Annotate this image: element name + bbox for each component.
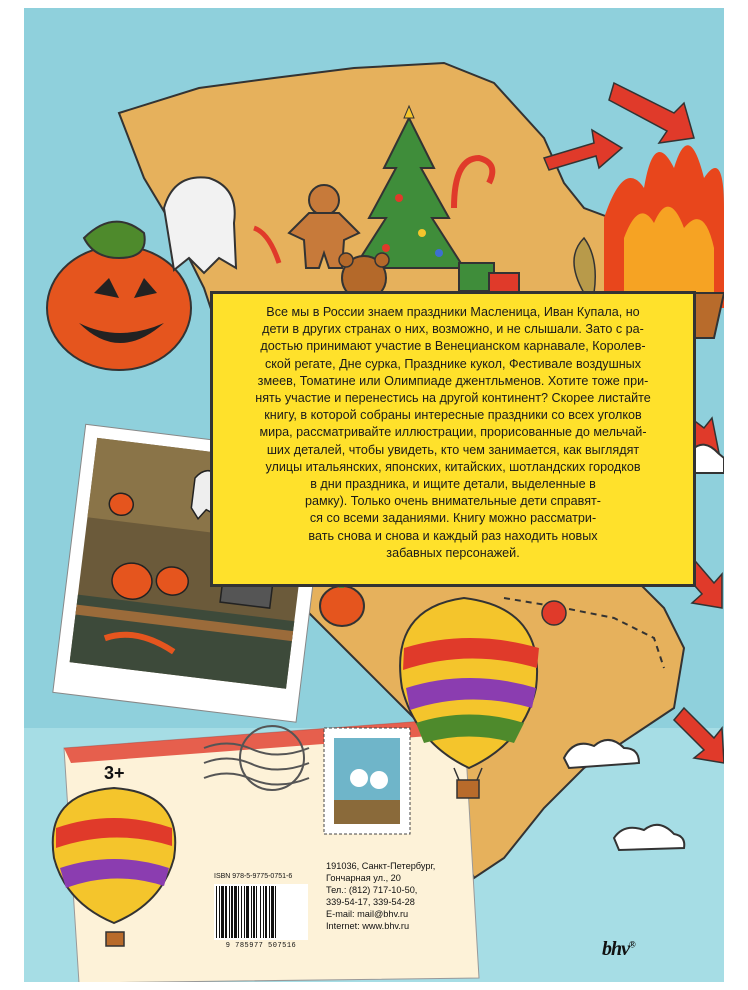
registered-mark: ® — [629, 939, 635, 950]
barcode-bar — [225, 886, 227, 938]
postage-stamp — [324, 728, 410, 834]
barcode — [214, 884, 308, 940]
description-line: достью принимают участие в Венецианском карнавале, Королев- — [260, 339, 646, 354]
barcode-bar — [265, 886, 267, 938]
description-line: рамку). Только очень внимательные дети справят- — [304, 494, 601, 509]
description-line: змеев, Томатине или Олимпиаде джентльменов. Хотите тоже при- — [257, 373, 649, 388]
description-line: улицы итальянских, японских, китайских, шотландских городков — [265, 459, 641, 474]
barcode-bar — [256, 886, 257, 938]
description-box — [210, 291, 696, 587]
address-line: Тел.: (812) 717-10-50, — [326, 885, 418, 895]
description-text — [223, 304, 683, 562]
barcode-bar — [229, 886, 230, 938]
barcode-bar — [251, 886, 252, 938]
barcode-bar — [260, 886, 261, 938]
address-line: Internet: www.bhv.ru — [326, 921, 410, 931]
age-rating: 3+ — [104, 763, 125, 783]
barcode-bar — [221, 886, 224, 938]
address-line: E-mail: mail@bhv.ru — [326, 909, 409, 919]
description-line: ской регате, Дне сурка, Празднике кукол, Фестивале воздушных — [264, 356, 642, 371]
barcode-bar — [275, 886, 276, 938]
barcode-bar — [271, 886, 274, 938]
description-line: забавных персонажей. — [386, 545, 520, 560]
barcode-bar — [219, 886, 220, 938]
barcode-bar — [238, 886, 239, 938]
barcode-bar — [246, 886, 249, 938]
barcode-bar — [253, 886, 255, 938]
publisher-logo-text: bhv — [602, 938, 629, 960]
barcode-bar — [241, 886, 242, 938]
address-line: Гончарная ул., 20 — [326, 873, 401, 883]
barcode-bar — [231, 886, 233, 938]
description-line: книгу, в которой собраны интересные праздники со всех уголков — [264, 408, 642, 423]
barcode-bar — [216, 886, 217, 938]
arrow-1 — [609, 83, 694, 143]
description-line: Все мы в России знаем праздники Масленица, Иван Купала, но — [266, 305, 640, 319]
description-line: нять участие и перенестись на другой континент? Скорее листайте — [255, 391, 651, 406]
description-line: мира, рассматривайте иллюстрации, прорисованные до мельчай- — [259, 425, 647, 440]
description-line: ших деталей, чтобы увидеть, кто чем занимается, как выглядят — [266, 442, 640, 457]
description-line: ся со всеми заданиями. Книгу можно рассматри- — [309, 511, 597, 526]
arrow-2 — [544, 130, 622, 170]
barcode-bar — [263, 886, 264, 938]
barcode-bar — [244, 886, 245, 938]
barcode-bar — [234, 886, 237, 938]
isbn-label: ISBN 978-5-9775-0751-6 — [214, 873, 293, 880]
publisher-address — [326, 860, 435, 932]
description-line: в дни праздника, и ищите детали, выделенные в — [310, 477, 596, 492]
description-line: вать снова и снова и каждый раз находить новых — [308, 528, 598, 543]
address-line: 191036, Санкт-Петербург, — [326, 861, 436, 871]
barcode-number: 9 785977 507516 — [225, 942, 297, 950]
address-line: 339-54-17, 339-54-28 — [326, 897, 415, 907]
description-line: дети в других странах о них, возможно, и не слышали. Зато с ра- — [262, 322, 644, 337]
barcode-bar — [269, 886, 270, 938]
book-back-cover — [24, 8, 724, 982]
publisher-logo — [602, 938, 635, 961]
ghost — [164, 177, 236, 273]
mini-balloon — [542, 601, 566, 625]
